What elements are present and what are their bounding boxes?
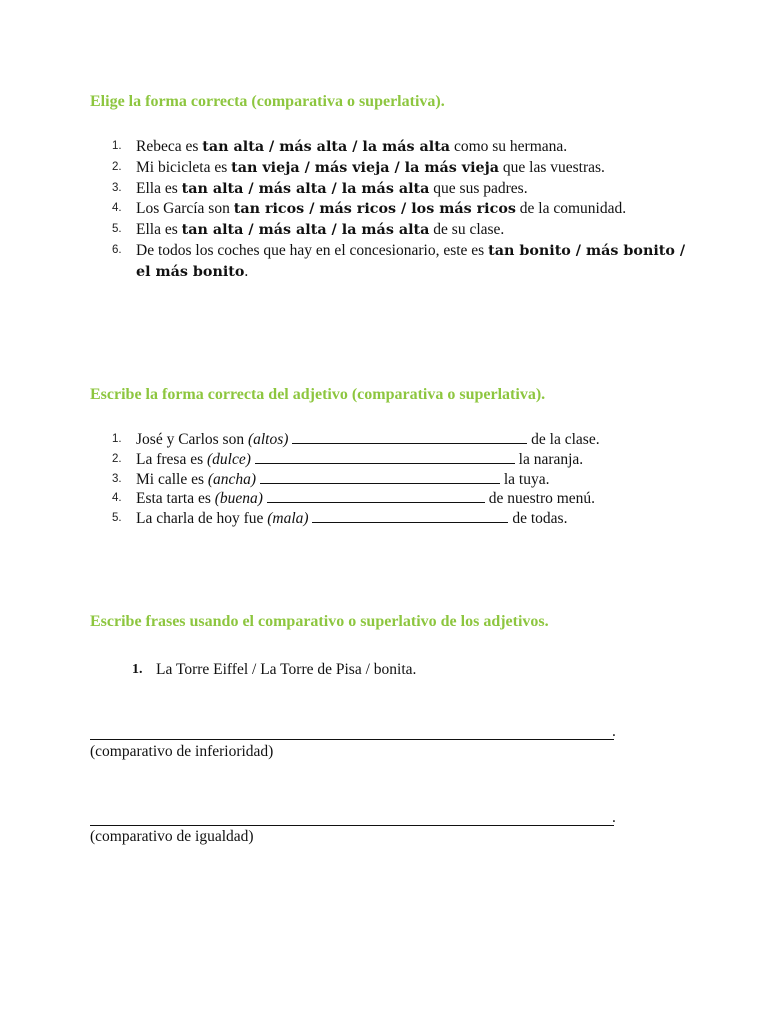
item-text-pre: Los García son [136,200,234,218]
item-text-post: de la comunidad. [515,200,627,218]
item-text-pre: Esta tarta es [136,490,215,508]
item-adjective: (mala) [267,510,309,528]
list-item [112,470,696,490]
item-adjective: (ancha) [207,470,257,488]
item-adjective: (buena) [214,490,263,508]
item-adjective: (dulce) [207,450,251,468]
hint-inferiority: (comparativo de inferioridad) [90,743,274,760]
item-text-post: de su clase. [429,221,505,239]
answer-line-1[interactable] [90,739,614,740]
item-text-post: de la clase. [527,431,600,448]
item-number: 1. [132,662,143,677]
item-text-pre: Ella es [136,221,182,239]
section2-heading: Escribe la forma correcta del adjetivo (comparativa o superlativa). [90,386,546,403]
list-item [112,179,696,200]
item-text-pre: De todos los coches que hay en el concesionario, este es [136,241,489,259]
section3-item [132,660,417,680]
list-item [112,430,696,450]
item-number: 4. [112,492,122,505]
item-number: 2. [112,160,122,173]
item-text-pre: Mi calle es [136,470,208,488]
answer-blank[interactable] [255,450,515,464]
item-options: tan alta / más alta / la más alta [181,222,430,239]
answer-blank[interactable] [260,470,500,484]
section2-list [112,430,696,529]
item-text-pre: La fresa es [136,450,207,468]
item-number: 5. [112,223,122,236]
item-options: tan ricos / más ricos / los más ricos [233,201,516,218]
item-text-post: . [244,262,249,280]
item-text-post: como su hermana. [450,138,568,155]
section1-list [112,137,696,283]
item-text-pre: Rebeca es [136,138,203,155]
list-item [112,450,696,470]
item-text-post: de nuestro menú. [484,490,596,508]
item-number: 4. [112,202,122,215]
list-item [112,199,696,220]
list-item [112,509,696,529]
item-text-pre: Ella es [136,179,182,197]
item-text-post: de todas. [508,510,568,528]
item-options: tan alta / más alta / la más alta [202,139,451,155]
item-text-post: la naranja. [514,450,584,468]
list-item [112,158,696,179]
item-text-pre: José y Carlos son [136,431,248,448]
item-options: tan alta / más alta / la más alta [181,180,430,197]
answer-line-period: . [612,723,616,740]
item-text-pre: La charla de hoy fue [136,510,268,528]
item-adjective: (altos) [247,431,289,448]
item-text-post: que las vuestras. [499,158,605,176]
item-text-post: la tuya. [499,470,550,488]
item-number: 1. [112,140,122,152]
answer-blank[interactable] [292,430,527,444]
item-number: 6. [112,243,122,256]
item-text: La Torre Eiffel / La Torre de Pisa / bonita. [156,661,417,678]
list-item [112,489,696,509]
item-number: 3. [112,181,122,194]
list-item [112,137,696,158]
answer-line-period: . [612,809,616,826]
item-number: 3. [112,472,122,485]
item-number: 5. [112,512,122,525]
answer-blank[interactable] [267,489,485,503]
item-text-pre: Mi bicicleta es [136,158,232,176]
answer-line-2[interactable] [90,825,614,826]
item-options: tan bonito / más bonito / el más bonito [136,242,686,280]
list-item [112,220,696,241]
item-text-post: que sus padres. [429,179,528,197]
answer-blank[interactable] [312,509,508,523]
item-number: 2. [112,452,122,465]
hint-equality: (comparativo de igualdad) [90,828,254,845]
section3-heading: Escribe frases usando el comparativo o superlativo de los adjetivos. [90,613,549,630]
section1-heading: Elige la forma correcta (comparativa o superlativa). [90,93,445,110]
list-item [112,241,696,283]
item-number: 1. [112,433,122,445]
item-options: tan vieja / más vieja / la más vieja [231,159,500,176]
